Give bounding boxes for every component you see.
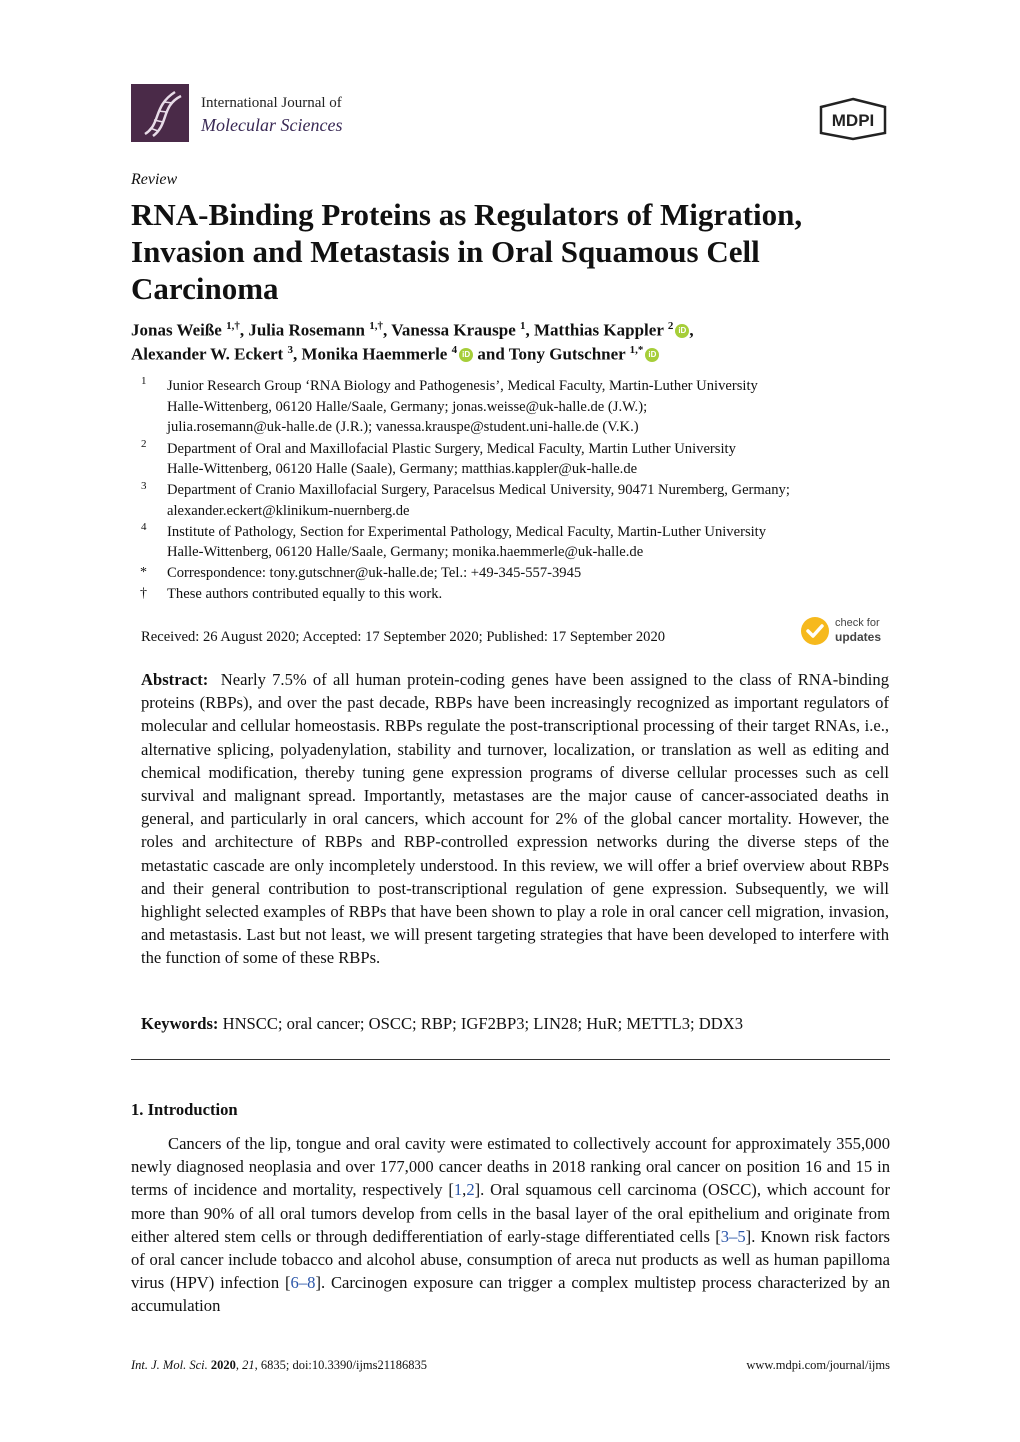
- affiliation-line: Halle-Wittenberg, 06120 Halle/Saale, Germany; jonas.weisse@uk-halle.de (J.W.);: [167, 399, 648, 415]
- author-affiliation: 2: [667, 320, 674, 332]
- check-updates-icon: [800, 616, 830, 646]
- section-divider: [131, 1059, 890, 1060]
- keywords-label: Keywords:: [141, 1014, 219, 1033]
- author-name[interactable]: Vanessa Krauspe: [391, 320, 516, 340]
- correspondence-marker: *: [140, 565, 147, 580]
- author-name[interactable]: Tony Gutschner: [508, 344, 626, 364]
- author-affiliation: 1,*: [629, 344, 644, 356]
- authors-line-2: Alexander W. Eckert $^3$, Monika Haemmerle $^4$ iD and Tony Gutschner $^{1,*}$ iD: [131, 344, 659, 365]
- citation-link[interactable]: 3–5: [720, 1226, 746, 1246]
- correspondence-line: Correspondence: tony.gutschner@uk-halle.de; Tel.: +49-345-557-3945: [167, 565, 582, 581]
- footer-doi: , 6835; doi:10.3390/ijms21186835: [254, 1358, 428, 1372]
- footer-year: 2020: [210, 1358, 236, 1372]
- intro-text: ]. Oral squamous cell carcinoma (OSCC), which account for more than 90% of all oral tumors develop from cells in the basal layer of the oral epithelium and originate from either altered stem cells or through dedifferentiation of early-stage differentiated cells [: [131, 1180, 890, 1246]
- affiliation-line: Halle-Wittenberg, 06120 Halle/Saale, Germany; monika.haemmerle@uk-halle.de: [167, 544, 644, 560]
- affiliation-line: Department of Cranio Maxillofacial Surgery, Paracelsus Medical University, 90471 Nuremberg, Germany;: [167, 482, 790, 498]
- orcid-icon[interactable]: iD: [645, 348, 659, 362]
- abstract-label: Abstract:: [141, 670, 209, 689]
- check-updates-label-bold: updates: [835, 630, 882, 644]
- citation-link[interactable]: 2: [466, 1180, 475, 1200]
- author-name[interactable]: Monika Haemmerle: [301, 344, 448, 364]
- citation-link[interactable]: 6–8: [290, 1273, 316, 1293]
- affiliation-line: Junior Research Group ‘RNA Biology and Pathogenesis’, Medical Faculty, Martin-Luther University: [167, 378, 758, 394]
- author-affiliation: 4: [451, 344, 458, 356]
- journal-subtitle: Molecular Sciences: [201, 115, 343, 135]
- mdpi-logo-text: MDPI: [831, 111, 875, 130]
- affiliation-marker: 3: [141, 480, 147, 492]
- author-conjunction: and: [477, 344, 505, 364]
- check-for-updates-badge[interactable]: [800, 614, 892, 648]
- publisher-logo[interactable]: [817, 97, 889, 141]
- intro-paragraph: [131, 1132, 890, 1318]
- orcid-icon[interactable]: iD: [459, 348, 473, 362]
- author-affiliation: 3: [287, 344, 293, 356]
- affiliation-line: Department of Oral and Maxillofacial Plastic Surgery, Medical Faculty, Martin Luther University: [167, 441, 736, 457]
- author-affiliation: 1,†: [369, 320, 384, 332]
- affiliation-line: julia.rosemann@uk-halle.de (J.R.); vanessa.krauspe@student.uni-halle.de (V.K.): [167, 419, 639, 435]
- intro-text: Cancers of the lip, tongue and oral cavity were estimated to collectively account for approximately 355,000 newly diagnosed neoplasia and over 177,000 cancer deaths in 2018 ranking oral cancer on position 16 and 15 in terms of incidence and mortality, respectively [: [131, 1134, 890, 1200]
- dna-helix-icon: [131, 84, 189, 142]
- affiliation-marker: 4: [141, 521, 147, 533]
- affiliation-line: alexander.eckert@klinikum-nuernberg.de: [167, 503, 410, 519]
- footer-citation: Int. J. Mol. Sci. 2020, 21, 6835; doi:10.3390/ijms21186835: [131, 1358, 428, 1372]
- footer-journal-url[interactable]: www.mdpi.com/journal/ijms: [746, 1358, 890, 1372]
- orcid-icon[interactable]: iD: [675, 324, 689, 338]
- affiliation-marker: 1: [141, 375, 147, 387]
- citation-link[interactable]: 1: [453, 1180, 463, 1200]
- abstract: [141, 668, 889, 970]
- affiliation-line: Institute of Pathology, Section for Experimental Pathology, Medical Faculty, Martin-Luther University: [167, 524, 767, 540]
- equal-contribution-marker: †: [140, 586, 147, 601]
- article-title: RNA-Binding Proteins as Regulators of Migration, Invasion and Metastasis in Oral Squamous Cell Carcinoma: [131, 197, 803, 306]
- affiliation-line: Halle-Wittenberg, 06120 Halle (Saale), Germany; matthias.kappler@uk-halle.de: [167, 461, 638, 477]
- keywords-text: HNSCC; oral cancer; OSCC; RBP; IGF2BP3; LIN28; HuR; METTL3; DDX3: [222, 1014, 743, 1033]
- author-affiliation: 1: [520, 320, 526, 332]
- publication-dates: Received: 26 August 2020; Accepted: 17 September 2020; Published: 17 September 2020: [141, 629, 666, 645]
- section-heading: 1. Introduction: [131, 1100, 238, 1119]
- citation-separator: ,: [462, 1180, 467, 1200]
- author-name[interactable]: Jonas Weiße: [131, 320, 222, 340]
- keywords: [141, 1014, 889, 1034]
- footer-volume: 21: [242, 1358, 255, 1372]
- journal-name: International Journal of: [201, 95, 342, 111]
- mdpi-icon: [817, 97, 889, 141]
- author-name[interactable]: Alexander W. Eckert: [131, 344, 284, 364]
- intro-text: ]. Carcinogen exposure can trigger a complex multistep process characterized by an accumulation: [131, 1273, 890, 1316]
- authors-line-1: Jonas Weiße $^{1,\dagger}$, Julia Rosemann $^{1,\dagger}$, Vanessa Krauspe $^1$, Matthias Kappler $^2$ iD ,: [131, 320, 694, 340]
- author-name[interactable]: Matthias Kappler: [534, 320, 664, 340]
- author-affiliation: 1,†: [226, 320, 240, 332]
- article-type: Review: [131, 171, 178, 188]
- affiliation-marker: 2: [141, 438, 147, 450]
- intro-text: ]. Known risk factors of oral cancer include tobacco and alcohol abuse, consumption of areca nut products as well as human papilloma virus (HPV) infection [: [131, 1226, 891, 1293]
- journal-logo: [131, 84, 189, 142]
- check-updates-label: check for: [835, 617, 880, 629]
- abstract-text: Nearly 7.5% of all human protein-coding genes have been assigned to the class of RNA-binding proteins (RBPs), and over the past decade, RBPs have been increasingly recognized as important regulators of molecular and cellular homeostasis. RBPs regulate the post-transcriptional processing of their target RNAs, i.e., alternative splicing, polyadenylation, stability and turnover, localization, or translation as well as editing and chemical modification, thereby tuning gene expression programs of diverse cellular processes such as cell survival and malignant spread. Importantly, metastases are the major cause of cancer-associated deaths in general, and particularly in oral cancers, which account for 2% of the global cancer mortality. However, the roles and architecture of RBPs and RBP-controlled expression networks during the diverse steps of the metastatic cascade are only incompletely understood. In this review, we will offer a brief overview about RBPs and their general contribution to post-transcriptional regulation of gene expression. Subsequently, we will highlight selected examples of RBPs that have been shown to play a role in oral cancer cell migration, invasion, and metastasis. Last but not least, we will present targeting strategies that have been developed to interfere with the function of some of these RBPs.: [141, 670, 890, 968]
- footer-journal: Int. J. Mol. Sci.: [131, 1358, 208, 1372]
- author-name[interactable]: Julia Rosemann: [248, 320, 366, 340]
- equal-contribution-note: These authors contributed equally to this work.: [167, 586, 443, 602]
